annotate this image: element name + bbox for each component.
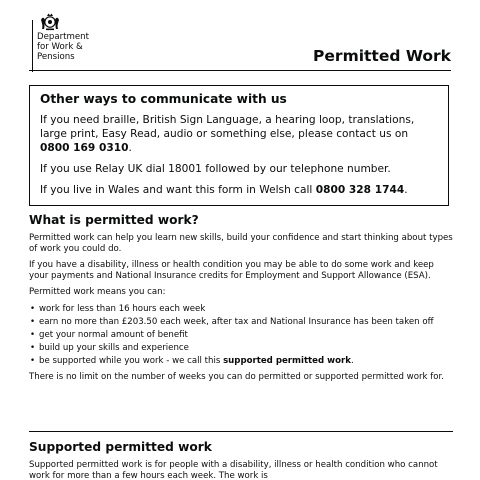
department-line-2: for Work & [37, 42, 83, 52]
document-title: Permitted Work [313, 47, 451, 65]
communication-box [29, 85, 449, 206]
what-is-paragraph-2: If you have a disability, illness or health condition you may be able to do some work and keep your payments and National Insurance credits for Employment and Support Allowance (ESA). [29, 260, 434, 281]
list-item: • work for less than 16 hours each week [29, 304, 453, 315]
header-divider [29, 70, 451, 71]
supported-title: Supported permitted work [29, 440, 212, 454]
communication-p1-end: . [128, 142, 132, 154]
department-line-3: Pensions [37, 52, 75, 62]
communication-title: Other ways to communicate with us [40, 92, 287, 106]
communication-p3-text: If you live in Wales and want this form in Welsh call [40, 184, 313, 196]
list-item: • get your normal amount of benefit [29, 330, 453, 341]
logo-text-block [33, 12, 89, 72]
communication-phone-2: 0800 328 1744 [315, 184, 405, 196]
list-item-text: be supported while you work - we call this [39, 355, 221, 366]
communication-paragraph-1 [40, 113, 438, 155]
department-line-1: Department [37, 32, 90, 42]
communication-phone-1: 0800 169 0310 [40, 142, 129, 154]
list-item: • build up your skills and experience [29, 343, 453, 354]
communication-p1-text: If you need braille, British Sign Language, a hearing loop, translations, large print, Easy Read, audio or something else, please contact us on [40, 114, 415, 140]
what-is-paragraph-4: There is no limit on the number of weeks you can do permitted or supported permitted work for. [29, 372, 444, 382]
permitted-work-list [29, 304, 453, 367]
what-is-paragraph-1: Permitted work can help you learn new skills, build your confidence and start thinking about types of work you could do. [29, 233, 453, 254]
dwp-logo [29, 12, 89, 72]
list-item-end: . [350, 355, 354, 366]
communication-paragraph-3 [40, 183, 438, 197]
communication-p3-end: . [404, 184, 408, 196]
section-divider [29, 431, 453, 432]
what-is-section [29, 213, 453, 389]
supported-paragraph-1: Supported permitted work is for people with a disability, illness or health condition who cannot work for more than a few hours each week. The work is [29, 460, 438, 480]
list-item: • earn no more than £203.50 each week, after tax and National Insurance has been taken off [29, 317, 453, 328]
communication-paragraph-2: If you use Relay UK dial 18001 followed by our telephone number. [40, 163, 391, 175]
royal-crest-icon [39, 12, 61, 32]
what-is-title: What is permitted work? [29, 213, 199, 227]
list-item-bold: supported permitted work [223, 355, 351, 366]
what-is-paragraph-3: Permitted work means you can: [29, 287, 166, 297]
list-item [29, 356, 453, 367]
supported-section [29, 440, 453, 480]
